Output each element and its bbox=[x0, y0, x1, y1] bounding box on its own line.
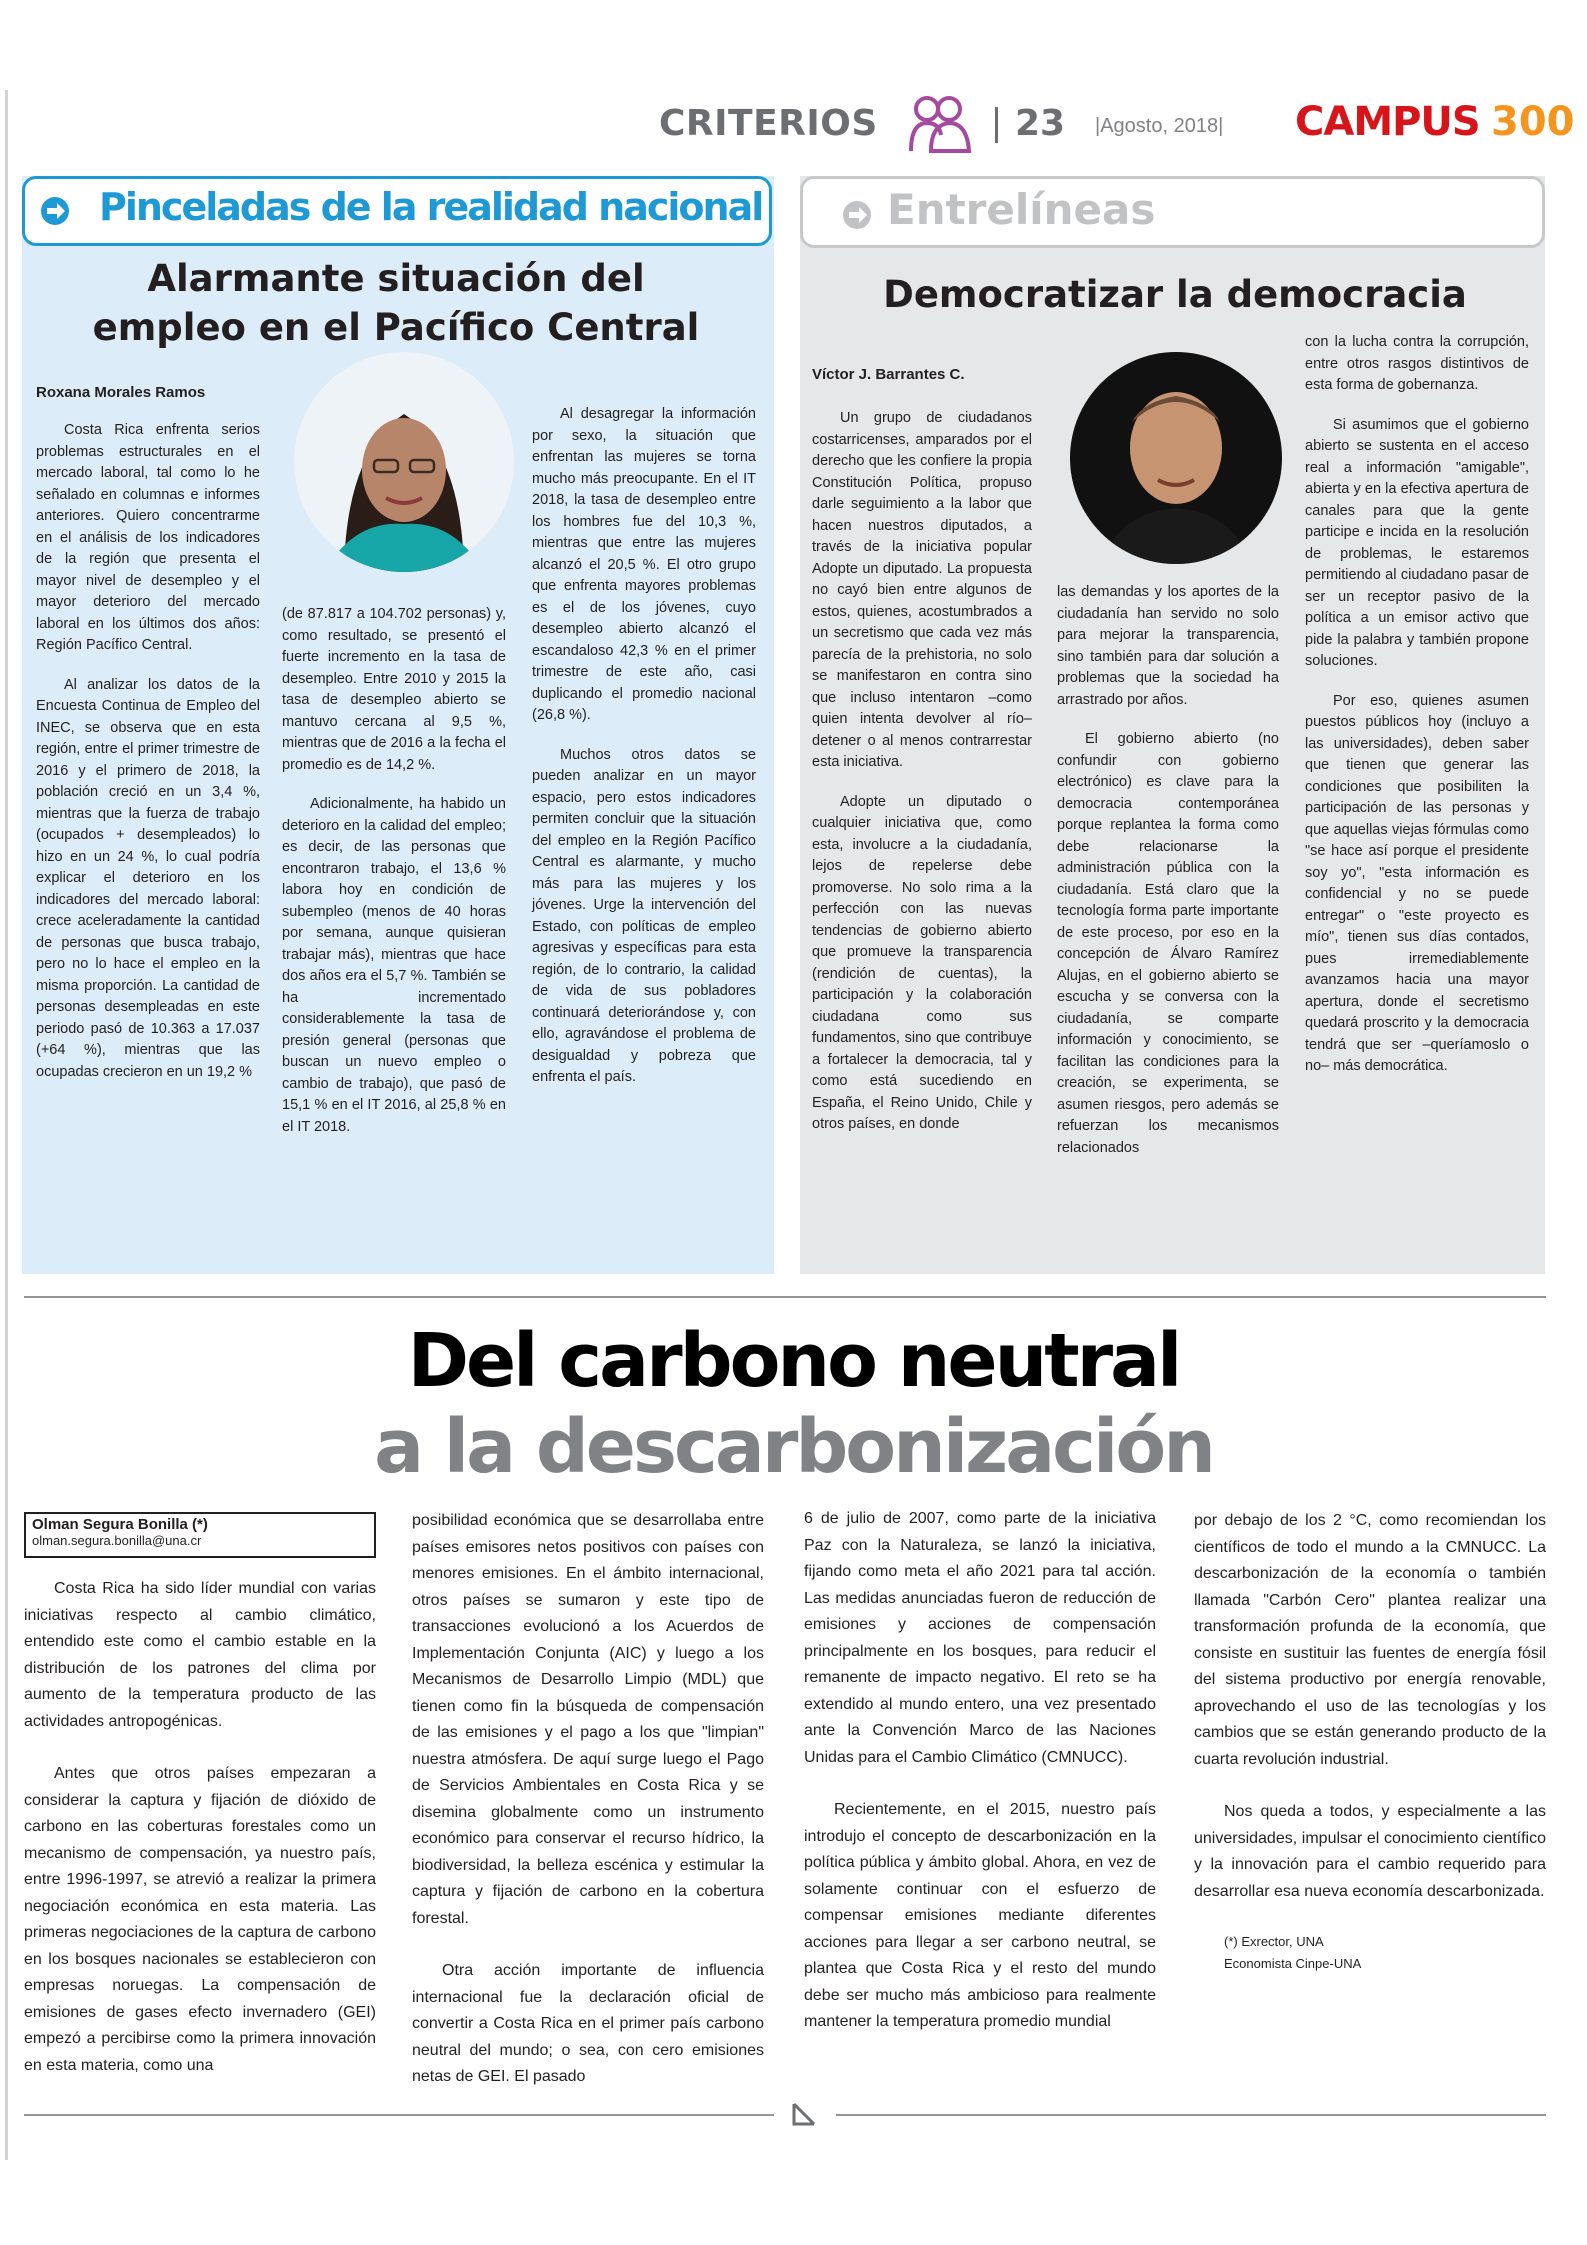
paragraph: Adopte un diputado o cualquier iniciativa que, como esta, involucre a la ciudadanía, lejos de repelerse debe promoverse. No solo rima a la perfección con las nuevas tendencias de gobierno abierto que promueve la transparencia (rendición de cuentas), la participación y la colaboración ciudadana como sus fundamentos, sino que contribuye a fortalecer la democracia, tal y como está sucediendo en España, el Reino Unido, Chile y otros países, en donde bbox=[812, 793, 1032, 1132]
paragraph: (de 87.817 a 104.702 personas) y, como resultado, se presentó el fuerte incremento en la tasa de desempleo. Entre 2010 y 2015 la tasa de desempleo abierto se mantuvo cercana al 9,5 %, mientras que de 2016 a la fecha el promedio es de 14,2 %. bbox=[282, 606, 506, 773]
paragraph: 6 de julio de 2007, como parte de la iniciativa Paz con la Naturaleza, se lanzó la iniciativa, fijando como meta el año 2021 para tal acción. Las medidas anunciadas fueron de reducción de emisiones y acciones de compensación principalmente en los bosques, para reducir el remanente de impacto negativo. El reto se ha extendido al mundo entero, una vez presentado ante la Convención Marco de las Naciones Unidas para el Cambio Climático (CMNUCC). bbox=[804, 1510, 1156, 1766]
main-article-col4 bbox=[1194, 1508, 1546, 1975]
main-author-box bbox=[24, 1512, 376, 1558]
main-author-name: Olman Segura Bonilla (*) bbox=[32, 1516, 208, 1533]
left-section-tab bbox=[22, 176, 772, 246]
right-article-col2 bbox=[1057, 582, 1279, 1177]
main-title-line1: Del carbono neutral bbox=[407, 1318, 1180, 1404]
paragraph: por debajo de los 2 °C, como recomiendan los científicos de todo el mundo a la CMNUCC. La descarbonización de la economía o también llamada "Carbón Cero" plantea realizar una transformación profunda de la economía, que consiste en sustituir las fuentes de energía fósil del sistema productivo por energía renovable, aprovechando el uso de las tecnologías y los cambios que se están generando producto de la cuarta revolución industrial. bbox=[1194, 1512, 1546, 1768]
people-icon bbox=[905, 93, 975, 155]
page-edge-rule bbox=[5, 90, 8, 2160]
main-author-email: olman.segura.bonilla@una.cr bbox=[32, 1533, 202, 1548]
paragraph: Al analizar los datos de la Encuesta Continua de Empleo del INEC, se observa que en esta región, entre el primer trimestre de 2016 y el primero de 2018, la población creció en un 3,4 %, mientras que la fuerza de trabajo (ocupados + desempleados) lo hizo en un 24 %, lo cual podría explicar el deterioro en los indicadores del mercado laboral: crece aceleradamente la cantidad de personas que busca trabajo, pero no lo hace el empleo en la misma proporción. La cantidad de personas desempleadas en este periodo pasó de 10.363 a 17.037 (+64 %), mientras que las ocupadas crecieron en un 19,2 % bbox=[36, 676, 260, 1080]
footnote-line: (*) Exrector, UNA bbox=[1224, 1934, 1324, 1949]
section-name: CRITERIOS bbox=[659, 103, 878, 144]
paragraph: Muchos otros datos se pueden analizar en un mayor espacio, pero estos indicadores permiten concluir que la situación del empleo en la Región Pacífico Central es alarmante, y mucho más para las mujeres y los jóvenes. Urge la intervención del Estado, con políticas de empleo agresivas y específicas para esta región, de lo contrario, la calidad de vida de sus pobladores continuará deteriorándose y, con ello, agravándose el problema de desigualdad y pobreza que enfrenta el país. bbox=[532, 746, 756, 1085]
left-title-line2: empleo en el Pacífico Central bbox=[92, 306, 700, 349]
left-article-col1 bbox=[36, 420, 260, 1101]
paragraph: las demandas y los aportes de la ciudadanía han servido no solo para mejorar la transparencia, sino también para dar solución a problemas que la sociedad ha arrastrado por años. bbox=[1057, 584, 1279, 708]
paragraph: Al desagregar la información por sexo, la situación que enfrentan las mujeres se torna mucho más preocupante. En el IT 2018, la tasa de desempleo entre los hombres fue del 10,3 %, mientras que entre las mujeres alcanzó el 20,5 %. El otro grupo que enfrenta mayores problemas es el de los jóvenes, cuyo desempleo abierto alcanzó el escandaloso 42,3 % en el primer trimestre de este año, casi duplicando el promedio nacional (26,8 %). bbox=[532, 406, 756, 723]
paragraph: Nos queda a todos, y especialmente a las universidades, impulsar el conocimiento científico y la innovación para el cambio requerido para desarrollar esa nueva economía descarbonizada. bbox=[1194, 1803, 1546, 1900]
brand-logo: CAMPUS bbox=[1295, 99, 1480, 145]
paragraph: con la lucha contra la corrupción, entre otros rasgos distintivos de esta forma de gobernanza. bbox=[1305, 334, 1529, 393]
header-separator bbox=[995, 107, 998, 143]
left-article-col3 bbox=[532, 404, 756, 1107]
end-mark-icon bbox=[790, 2100, 818, 2128]
arrow-circle-icon bbox=[39, 195, 71, 227]
page-number: 23 bbox=[1015, 103, 1066, 144]
paragraph: Un grupo de ciudadanos costarricenses, amparados por el derecho que les confiere la propia Constitución Política, propuso darle seguimiento a la labor que hacen nuestros diputados, a través de la iniciativa popular Adopte un diputado. La propuesta no cayó bien entre algunos de estos, quienes, acostumbrados a un secretismo que cada vez más parecía de la prehistoria, no solo se manifestaron en contra sino que incluso intentaron –como quien intenta devolver al río– detener o al menos contrarrestar esta iniciativa. bbox=[812, 410, 1032, 770]
page-header bbox=[655, 97, 1575, 159]
author-photo-roxana bbox=[294, 352, 514, 572]
paragraph: posibilidad económica que se desarrollaba entre países emisores netos positivos con países con menores emisiones. En el ámbito internacional, otros países se sumaron y este tipo de transacciones evolucionó a los Acuerdos de Implementación Conjunta (AIC) y luego a los Mecanismos de Desarrollo Limpio (MDL) que tienen como fin la búsqueda de compensación de las emisiones y el pago a los que "limpian" nuestra atmósfera. De aquí surge luego el Pago de Servicios Ambientales en Costa Rica y se disemina globalmente como un instrumento económico para conservar el recurso hídrico, la biodiversidad, la belleza escénica y estimular la captura y fijación de carbono en la cobertura forestal. bbox=[412, 1512, 764, 1927]
main-article-col3 bbox=[804, 1506, 1156, 2062]
paragraph: Costa Rica enfrenta serios problemas estructurales en el mercado laboral, tal como lo he señalado en columnas e informes anteriores. Quiero concentrarme en el análisis de los indicadores de la región que presenta el mayor nivel de desempleo y el mayor deterioro del mercado laboral en los últimos dos años: Región Pacífico Central. bbox=[36, 422, 260, 653]
left-article-title bbox=[40, 254, 752, 352]
left-section-label: Pinceladas de la realidad nacional bbox=[99, 185, 763, 229]
left-article-col2 bbox=[282, 604, 506, 1156]
right-article-col1 bbox=[812, 408, 1032, 1154]
paragraph: Por eso, quienes asumen puestos públicos hoy (incluyo a las universidades), deben saber que tienen que generar las condiciones que posibiliten la participación de las personas y que aquellas viejas fórmulas como "se hace así porque el presidente soy yo", "esta información es confidencial y no se puede entregar" o "este proyecto es mío", tienen sus días contados, pues irremediablemente avanzamos hacia una mayor apertura, donde el secretismo quedará proscrito y la democracia tendrá que ser –queríamoslo o no– más democrática. bbox=[1305, 692, 1529, 1074]
paragraph: Antes que otros países empezaran a considerar la captura y fijación de dióxido de carbono en las coberturas forestales como un mecanismo de compensación, ya nuestro país, entre 1996-1997, se atrevió a realizar la primera negociación económica en esta materia. Las primeras negociaciones de la captura de carbono en los bosques nacionales se establecieron con empresas noruegas. La compensación de emisiones de gases efecto invernadero (GEI) empezó a percibirse como la primera innovación en esta materia, como una bbox=[24, 1765, 376, 2074]
paragraph: Adicionalmente, ha habido un deterioro en la calidad del empleo; es decir, de las personas que encontraron trabajo, el 13,6 % labora hoy en condición de subempleo (menos de 40 horas por semana, aunque quisieran trabajar más), mientras que hace dos años era el 5,7 %. También se ha incrementado considerablemente la tasa de presión general (personas que buscan un nuevo empleo o cambio de trabajo), que pasó de 15,1 % en el IT 2016, al 25,8 % en el IT 2018. bbox=[282, 796, 506, 1135]
bottom-rule-right bbox=[836, 2114, 1546, 2116]
right-article-title: Democratizar la democracia bbox=[883, 273, 1467, 316]
bottom-rule-left bbox=[24, 2114, 774, 2116]
left-title-line1: Alarmante situación del bbox=[147, 257, 645, 300]
issue-date: |Agosto, 2018| bbox=[1095, 115, 1224, 137]
right-section-label: Entrelíneas bbox=[887, 185, 1156, 234]
brand-number: 300 bbox=[1491, 99, 1575, 145]
paragraph: Recientemente, en el 2015, nuestro país introdujo el concepto de descarbonización en la política pública y ámbito global. Ahora, en vez de solamente continuar con el esfuerzo de compensar emisiones mediante diferentes acciones para llegar a ser carbono neutral, se plantea que Costa Rica y el resto del mundo debe ser mucho más ambicioso para realmente mantener la temperatura promedio mundial bbox=[804, 1801, 1156, 2030]
right-article-col3 bbox=[1305, 332, 1529, 1096]
paragraph: El gobierno abierto (no confundir con gobierno electrónico) es clave para la democracia contemporánea porque replantea la forma como debe relacionarse la administración pública con la ciudadanía. Está claro que la tecnología forma parte importante de este proceso, por eso en la concepción de Álvaro Ramírez Alujas, en el gobierno abierto se escucha y se conversa con la ciudadanía, se comparte información y conocimiento, se facilitan las condiciones para la creación, se experimenta, se asumen riesgos, pero además se refuerzan los mecanismos relacionados bbox=[1057, 731, 1279, 1156]
right-section-tab bbox=[800, 176, 1545, 248]
footnote-line: Economista Cinpe-UNA bbox=[1224, 1956, 1362, 1971]
left-author: Roxana Morales Ramos bbox=[36, 384, 206, 401]
main-title-line2: a la descarbonización bbox=[374, 1404, 1213, 1490]
section-divider bbox=[24, 1296, 1546, 1298]
author-photo-victor bbox=[1070, 352, 1282, 564]
paragraph: Costa Rica ha sido líder mundial con varias iniciativas respecto al cambio climático, entendido este como el cambio estable en la distribución de los patrones del clima por aumento de la temperatura producto de las actividades antropogénicas. bbox=[24, 1580, 376, 1730]
arrow-circle-icon bbox=[841, 199, 873, 231]
main-article-col2 bbox=[412, 1508, 764, 2117]
footnote bbox=[1224, 1931, 1546, 1975]
paragraph: Si asumimos que el gobierno abierto se sustenta en el acceso real a información "amigable", abierta y en la efectiva apertura de canales para que la gente participe e incida en la resolución de problemas, le estaremos permitiendo al ciudadano pasar de ser un receptor pasivo de la política a un emisor activo que pide la palabra y también propone soluciones. bbox=[1305, 416, 1529, 669]
main-article-col1 bbox=[24, 1576, 376, 2105]
right-author: Víctor J. Barrantes C. bbox=[812, 366, 965, 383]
paragraph: Otra acción importante de influencia internacional fue la declaración oficial de convertir a Costa Rica en el primer país carbono neutral del mundo; o sea, con cero emisiones netas de GEI. El pasado bbox=[412, 1962, 764, 2085]
